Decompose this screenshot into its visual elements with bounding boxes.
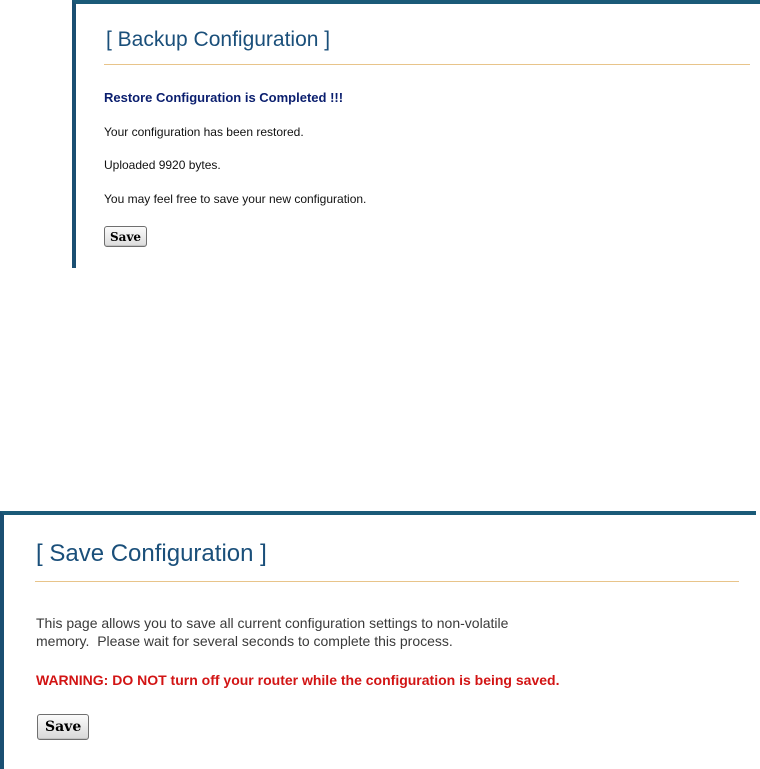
backup-configuration-panel [72,0,760,268]
save-description-line: This page allows you to save all current configuration settings to non-volatile [36,615,509,631]
backup-panel-title: [ Backup Configuration ] [106,28,331,51]
save-configuration-button[interactable]: Save [37,714,89,740]
save-description [36,614,656,650]
power-off-warning: WARNING: DO NOT turn off your router while the configuration is being saved. [36,672,560,688]
save-hint-message: You may feel free to save your new configuration. [104,192,367,206]
save-panel-title: [ Save Configuration ] [36,540,267,567]
save-configuration-panel [0,511,756,769]
save-description-line: memory. Please wait for several seconds to complete this process. [36,633,453,649]
backup-panel-divider [104,64,750,65]
save-panel-divider [35,581,739,582]
backup-save-button[interactable]: Save [104,226,147,247]
restore-status-heading: Restore Configuration is Completed !!! [104,90,344,105]
upload-size-message: Uploaded 9920 bytes. [104,158,221,172]
restore-message: Your configuration has been restored. [104,125,304,139]
